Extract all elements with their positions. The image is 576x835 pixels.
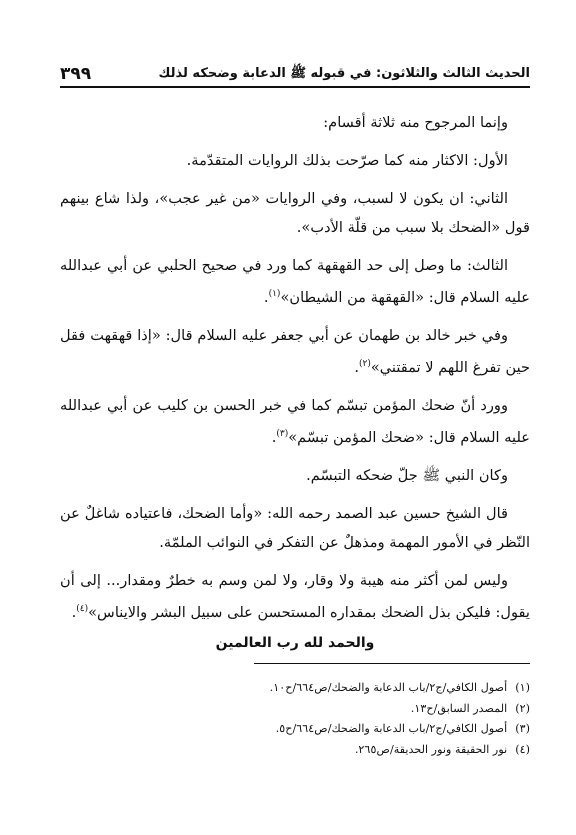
footnote-item <box>60 678 530 699</box>
paragraph-prophet-smile: وكان النبي ﷺ جلّ ضحكه التبسّم. <box>306 466 508 484</box>
footnote-text: المصدر السابق/ح١٣. <box>410 701 508 715</box>
paragraph-third-type: الثالث: ما وصل إلى حد القهقهة كما ورد في صحيح الحلبي عن أبي عبدالله عليه السلام قال: «القهقهة من الشيطان»$^{(١)}$. <box>60 257 530 306</box>
footnote-number: (١) <box>515 681 530 694</box>
closing-praise: والحمد لله رب العالمين <box>215 635 375 652</box>
paragraph-hasan-narration-text: وورد أنّ ضحك المؤمن تبسّم كما في خبر الحسن بن كليب عن أبي عبدالله عليه السلام قال: «ضحك المؤمن تبسّم» <box>60 396 530 446</box>
paragraph-intro: وإنما المرجوح منه ثلاثة أقسام: <box>323 114 508 131</box>
paragraph-khalid-narration: وفي خبر خالد بن طهمان عن أبي جعفر عليه السلام قال: «إذا قهقهت فقل حين تفرغ اللهم لا تمقتني»$^{(٢)}$. <box>60 326 530 376</box>
paragraph-second-type: الثاني: ان يكون لا لسبب، وفي الروايات «من غير عجب»، ولذا شاع بينهم قول «الضحك بلا سبب من قلّة الأدب». <box>60 190 530 236</box>
footnotes-list <box>60 678 530 760</box>
running-header <box>60 58 530 88</box>
footnote-ref-1: (١) <box>268 289 281 299</box>
footnote-text: أصول الكافي/ج٢/باب الدعابة والضحك/ص٦٦٤/ح١٠. <box>269 681 508 694</box>
footnote-ref-4: (٤) <box>76 603 89 614</box>
main-text <box>60 108 530 651</box>
footnote-number: (٢) <box>515 701 530 715</box>
footnote-number: (٣) <box>515 722 530 735</box>
footnote-item <box>60 740 530 761</box>
footnote-ref-3: (٣) <box>276 428 289 439</box>
footnote-text: نور الحقيقة ونور الحديقة/ص٢٦٥. <box>354 742 508 756</box>
paragraph-sheikh-quote: قال الشيخ حسين عبد الصمد رحمه الله: «وأما الضحك، فاعتياده شاغلٌ عن النّظر في الأمور المهمة ومذهلٌ عن التفكر في النوائب الملمّة. <box>60 504 530 551</box>
footnote-text: أصول الكافي/ج٢/باب الدعابة والضحك/ص٦٦٤/ح٥. <box>275 722 508 735</box>
paragraph-hasan-narration: وورد أنّ ضحك المؤمن تبسّم كما في خبر الحسن بن كليب عن أبي عبدالله عليه السلام قال: «ضحك المؤمن تبسّم»$^{(٣)}$. <box>60 396 530 446</box>
footnote-divider <box>254 663 530 664</box>
paragraph-sheikh-quote-continued-text: وليس لمن أكثر منه هيبة ولا وقار، ولا لمن وسم به خطرٌ ومقدار... إلى أن يقول: فليكن بذل الضحك بمقداره المستحسن على سبيل البشر والايناس» <box>60 571 530 621</box>
paragraph-first-type: الأول: الاكثار منه كما صرّحت بذلك الروايات المتقدّمة. <box>186 152 508 169</box>
footnote-item <box>60 719 530 740</box>
footnote-item <box>60 699 530 720</box>
paragraph-khalid-narration-text: وفي خبر خالد بن طهمان عن أبي جعفر عليه السلام قال: «إذا قهقهت فقل حين تفرغ اللهم لا تمقتني» <box>60 326 530 376</box>
paragraph-sheikh-quote-continued: وليس لمن أكثر منه هيبة ولا وقار، ولا لمن وسم به خطرٌ ومقدار... إلى أن يقول: فليكن بذل الضحك بمقداره المستحسن على سبيل البشر والايناس»$^{(٤)}$. <box>60 571 530 621</box>
footnote-number: (٤) <box>515 742 530 756</box>
running-header-title: الحديث الثالث والثلاثون: في قبوله ﷺ الدعابة وضحكه لذلك <box>158 66 530 81</box>
footnote-ref-2: (٢) <box>358 358 371 369</box>
paragraph-third-type-text: الثالث: ما وصل إلى حد القهقهة كما ورد في صحيح الحلبي عن أبي عبدالله عليه السلام قال: «القهقهة من الشيطان» <box>60 257 530 306</box>
page-number: ٣٩٩ <box>60 64 92 84</box>
